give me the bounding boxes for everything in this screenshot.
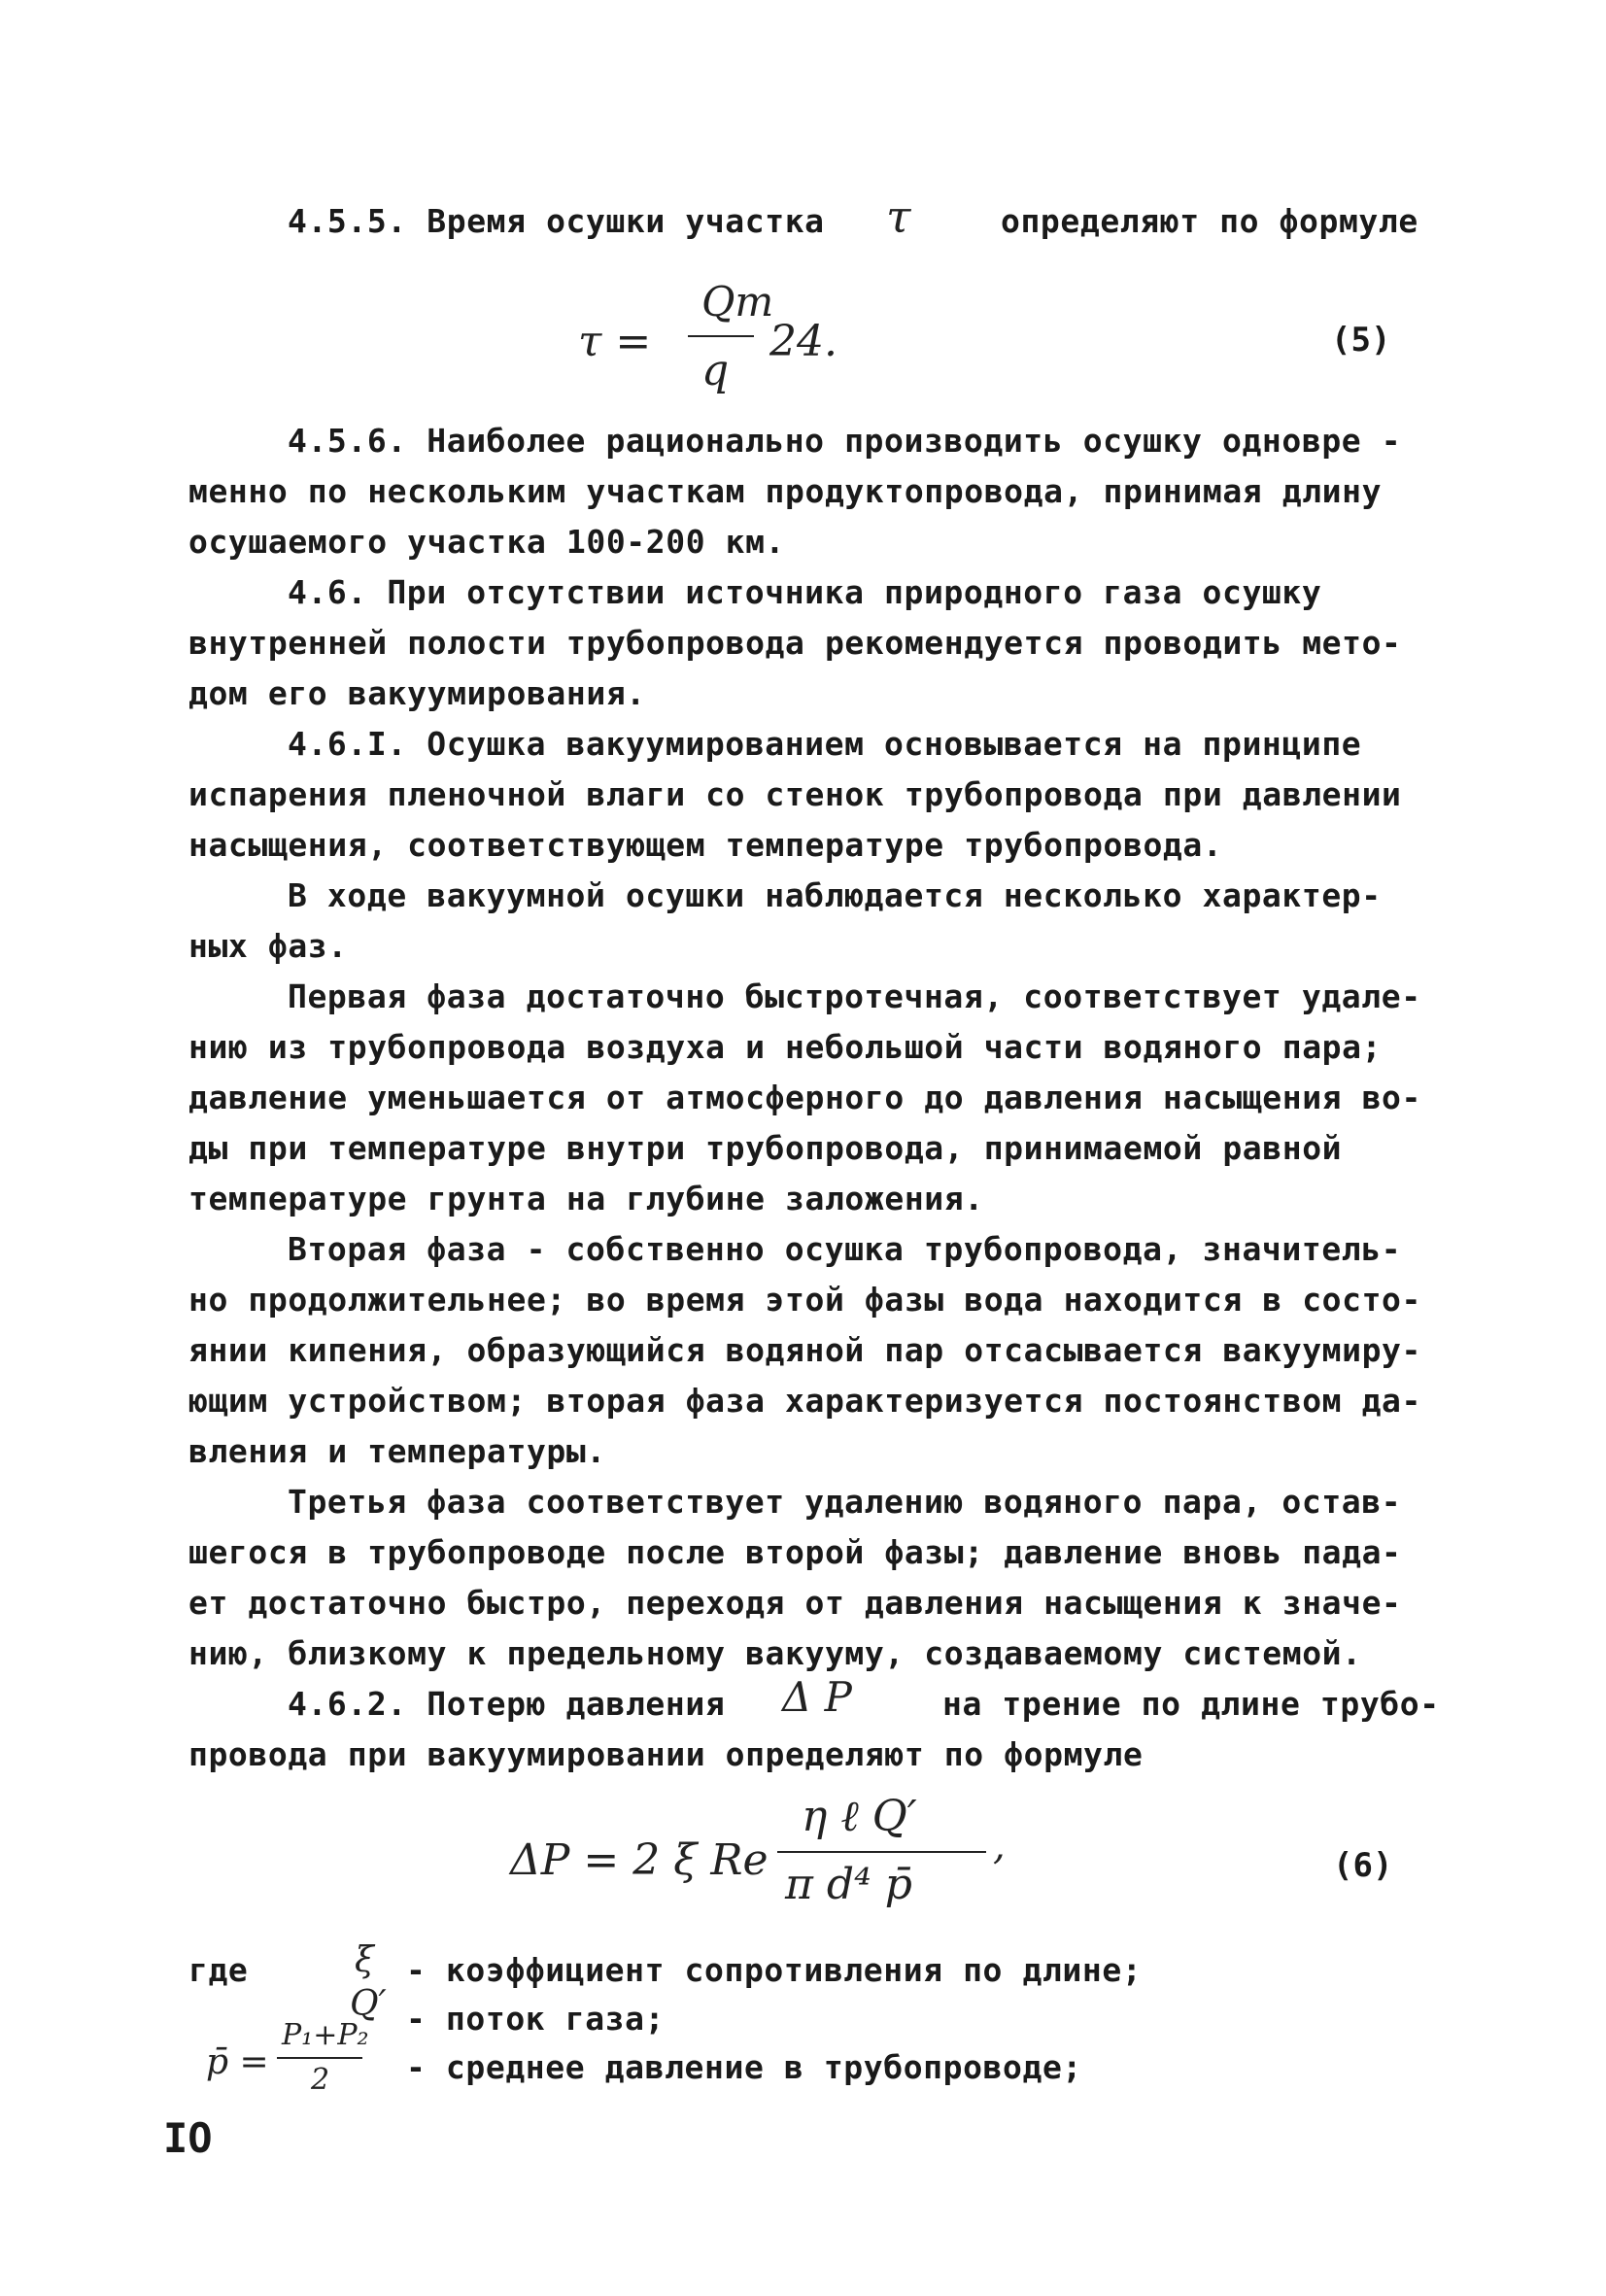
para-4-5-6-line-3: осушаемого участка 100-200 км. — [188, 523, 786, 561]
p-mean-lhs: p̄ = — [206, 2042, 269, 2082]
para-phase-1-line-2: нию из трубопровода воздуха и небольшой части водяного пара; — [188, 1028, 1383, 1066]
formula-6-denominator: π d⁴ p̄ — [785, 1860, 912, 1909]
para-4-6-1-line-3: насыщения, соответствующем температуре трубопровода. — [188, 826, 1223, 864]
para-4-5-6-line-2: менно по нескольким участкам продуктопровода, принимая длину — [188, 472, 1383, 510]
formula-5-number: (5) — [1331, 321, 1391, 360]
para-4-6-2-line-2: провода при вакуумировании определяют по формуле — [188, 1735, 1144, 1773]
formula-5-numerator: Qт — [701, 278, 774, 326]
para-phase-3-line-3: ет достаточно быстро, переходя от давления насыщения к значе- — [188, 1584, 1402, 1622]
para-phase-1-line-3: давление уменьшается от атмосферного до давления насыщения во- — [188, 1079, 1421, 1116]
formula-6-fraction-bar — [777, 1851, 986, 1853]
para-phase-1-line-5: температуре грунта на глубине заложения. — [188, 1180, 984, 1217]
formula-6-comma: , — [993, 1824, 1006, 1868]
para-phase-2-line-3: янии кипения, образующийся водяной пар отсасывается вакуумиру- — [188, 1331, 1421, 1369]
definition-p-mean: - среднее давление в трубопроводе; — [406, 2048, 1082, 2086]
para-4-6-1-line-1: 4.6.I. Осушка вакуумированием основывается на принципе — [288, 725, 1362, 763]
para-phase-1-line-1: Первая фаза достаточно быстротечная, соответствует удале- — [288, 977, 1421, 1015]
para-phase-3-line-1: Третья фаза соответствует удалению водяного пара, остав- — [288, 1483, 1402, 1521]
para-4-6-2-line-1-end: на трение по длине трубо- — [942, 1685, 1440, 1723]
page-number: IO — [163, 2114, 213, 2162]
para-phase-2-line-2: но продолжительнее; во время этой фазы вода находится в состо- — [188, 1281, 1421, 1319]
formula-5-denominator: q — [701, 346, 730, 395]
para-4-5-6-line-1: 4.5.6. Наиболее рационально производить осушку одновре - — [288, 422, 1402, 460]
formula-5-fraction-bar — [688, 335, 754, 337]
q-prime-symbol: Q′ — [350, 1984, 387, 2024]
xi-symbol: ξ — [355, 1940, 374, 1980]
p-mean-denominator: 2 — [311, 2063, 330, 2097]
para-4-5-5-line-1-end: определяют по формуле — [1001, 202, 1418, 240]
where-label: где — [188, 1951, 249, 1989]
formula-6-numerator: η ℓ Q′ — [802, 1792, 917, 1841]
para-phase-3-line-4: нию, близкому к предельному вакууму, создаваемому системой. — [188, 1634, 1362, 1672]
para-phase-1-line-4: ды при температуре внутри трубопровода, принимаемой равной — [188, 1129, 1343, 1167]
formula-5-factor: 24. — [769, 317, 837, 366]
definition-q-prime: - поток газа; — [406, 2000, 666, 2038]
para-phases-line-1: В ходе вакуумной осушки наблюдается несколько характер- — [288, 876, 1382, 914]
para-4-6-line-3: дом его вакуумирования. — [188, 674, 646, 712]
formula-5-lhs: τ = — [578, 317, 652, 366]
para-4-6-2-line-1: 4.6.2. Потерю давления — [288, 1685, 726, 1723]
para-4-6-1-line-2: испарения пленочной влаги со стенок трубопровода при давлении — [188, 775, 1402, 813]
para-phase-3-line-2: шегося в трубопроводе после второй фазы; давление вновь пада- — [188, 1533, 1402, 1571]
definition-xi: - коэффициент сопротивления по длине; — [406, 1951, 1143, 1989]
para-4-5-5-line-1: 4.5.5. Время осушки участка — [288, 202, 825, 240]
formula-6-lhs: ΔP = 2 ξ Re — [510, 1835, 769, 1885]
para-phases-line-2: ных фаз. — [188, 927, 348, 965]
formula-6-number: (6) — [1333, 1846, 1393, 1885]
p-mean-numerator: P₁+P₂ — [282, 2018, 369, 2052]
delta-p-symbol: Δ P — [782, 1673, 852, 1721]
para-phase-2-line-5: вления и температуры. — [188, 1432, 606, 1470]
para-phase-2-line-4: ющим устройством; вторая фаза характеризуется постоянством да- — [188, 1382, 1421, 1420]
tau-symbol: τ — [886, 190, 911, 243]
p-mean-fraction-bar — [277, 2057, 362, 2059]
para-4-6-line-1: 4.6. При отсутствии источника природного газа осушку — [288, 573, 1322, 611]
para-4-6-line-2: внутренней полости трубопровода рекомендуется проводить мето- — [188, 624, 1402, 662]
para-phase-2-line-1: Вторая фаза - собственно осушка трубопровода, значитель- — [288, 1230, 1402, 1268]
